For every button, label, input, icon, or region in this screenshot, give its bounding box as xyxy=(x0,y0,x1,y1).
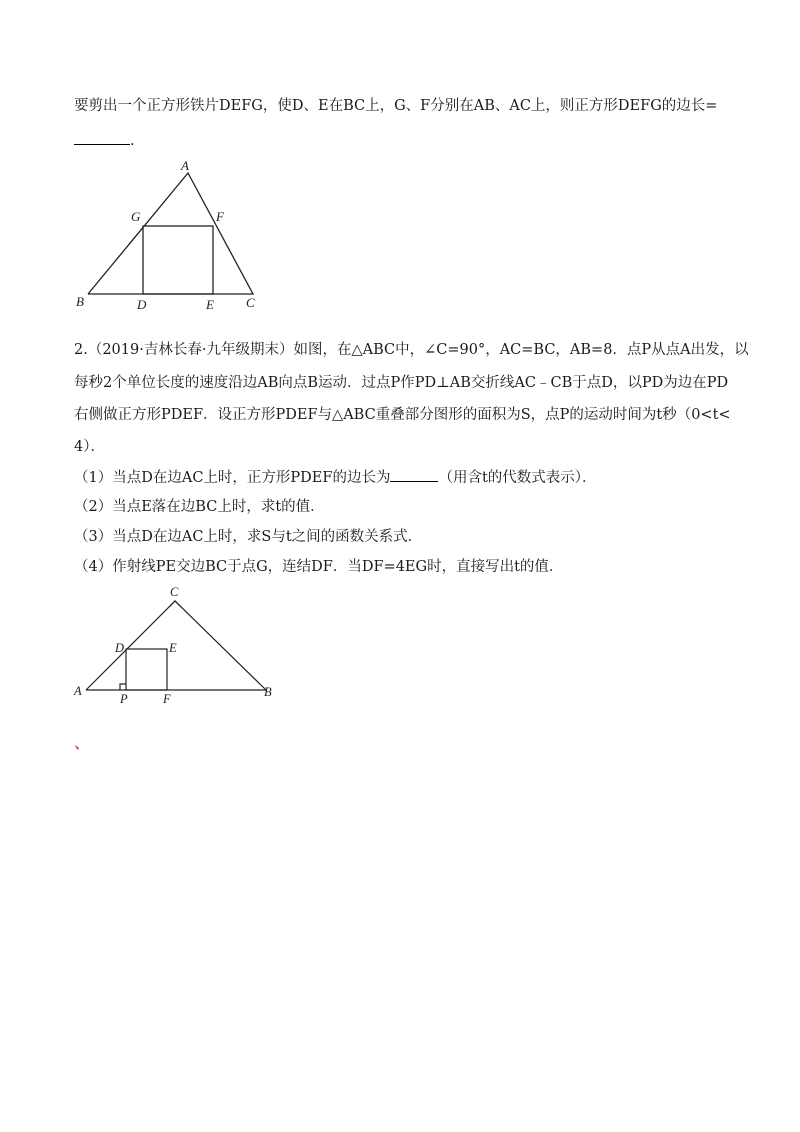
label2-p: P xyxy=(120,692,128,706)
label2-d: D xyxy=(115,641,125,655)
label-a: A xyxy=(181,158,189,173)
label-g: G xyxy=(131,209,141,224)
label-d: D xyxy=(137,297,147,312)
problem2-q4: （4）作射线PE交边BC于点G，连结DF．当DF=4EG时，直接写出t的值． xyxy=(74,559,564,575)
label-e: E xyxy=(206,297,214,312)
problem2-q3: （3）当点D在边AC上时，求S与t之间的函数关系式． xyxy=(74,529,423,545)
square-defg xyxy=(143,226,213,294)
period: . xyxy=(130,133,135,149)
triangle-abc xyxy=(88,173,253,294)
problem2-q1 xyxy=(74,467,597,488)
q1-text-end: （用含t的代数式表示）． xyxy=(438,470,597,486)
label-b: B xyxy=(76,294,84,309)
right-angle-p xyxy=(120,684,126,690)
q1-answer-blank[interactable] xyxy=(390,467,438,482)
problem1-answer-line xyxy=(74,130,135,151)
label2-a: A xyxy=(74,684,82,698)
problem2-line3: 右侧做正方形PDEF．设正方形PDEF与△ABC重叠部分图形的面积为S，点P的运动时间为t秒（0<t< xyxy=(74,407,731,423)
problem2-q2: （2）当点E落在边BC上时，求t的值． xyxy=(74,499,325,515)
problem2-line1: 2.（2019·吉林长春·九年级期末）如图，在△ABC中，∠C=90°，AC=BC，AB=8．点P从点A出发，以 xyxy=(74,342,749,358)
answer-blank[interactable] xyxy=(74,130,130,145)
square-pdef xyxy=(126,649,167,690)
label2-b: B xyxy=(264,685,272,699)
q1-text-start: （1）当点D在边AC上时，正方形PDEF的边长为 xyxy=(74,470,391,486)
triangle-abc-2 xyxy=(86,601,266,690)
stray-mark: 、 xyxy=(74,733,91,752)
label2-f: F xyxy=(163,692,171,706)
problem2-line4: 4）． xyxy=(74,439,105,455)
label2-c: C xyxy=(170,585,179,599)
right-angle-c xyxy=(169,601,181,607)
label-c: C xyxy=(246,295,255,310)
label-f: F xyxy=(216,209,224,224)
problem1-line1: 要剪出一个正方形铁片DEFG，使D、E在BC上，G、F分别在AB、AC上，则正方形DEFG的边长= xyxy=(74,98,718,114)
label2-e: E xyxy=(169,641,177,655)
problem2-line2: 每秒2个单位长度的速度沿边AB向点B运动．过点P作PD⊥AB交折线AC﹣CB于点D，以PD为边在PD xyxy=(74,375,729,391)
